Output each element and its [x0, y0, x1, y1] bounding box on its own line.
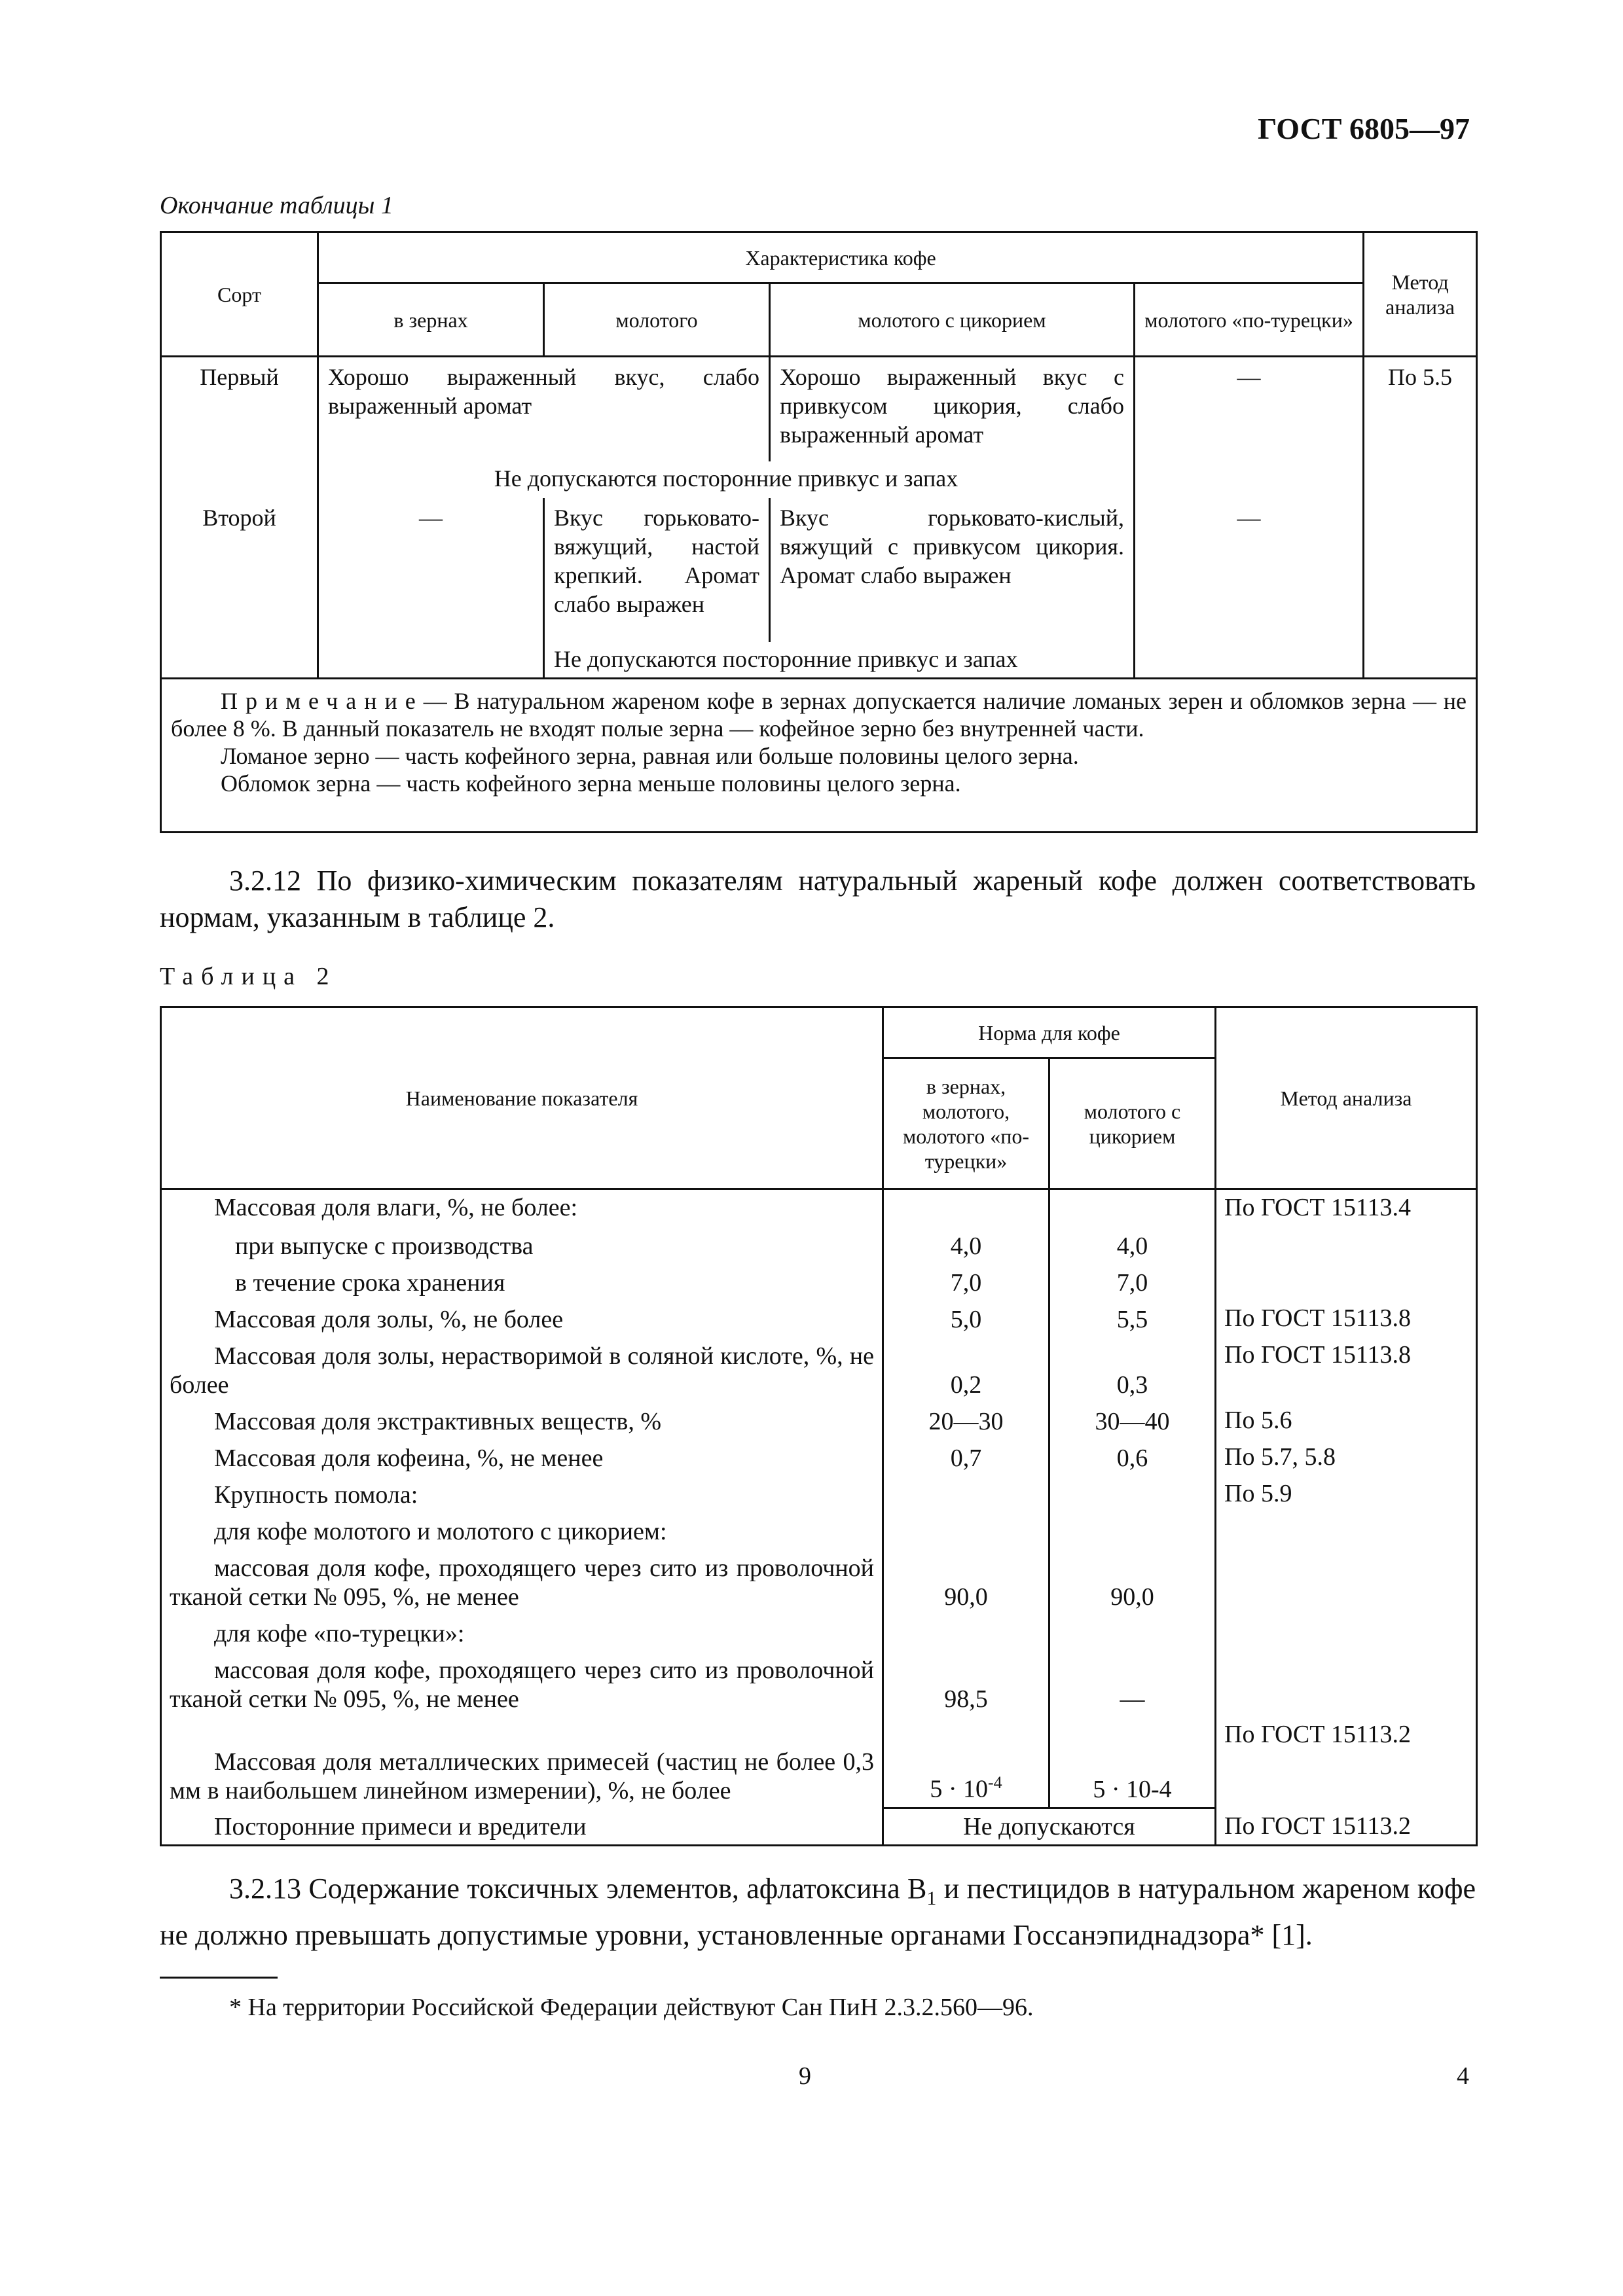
- t2-row-v1: [883, 1717, 1049, 1808]
- note-text: — В натуральном жареном кофе в зернах допускается наличие ломаных зерен и обломков зерна — не более 8 %. В данный показатель не входят полые зерна — кофейное зерно без внутренней части.: [171, 688, 1467, 742]
- t2-row-v1: 98,5: [883, 1651, 1049, 1717]
- t2-row-method: По ГОСТ 15113.2: [1216, 1808, 1477, 1846]
- t2-row-method: По 5.7, 5.8: [1216, 1439, 1477, 1476]
- t2-row-name: Массовая доля золы, нерастворимой в соляной кислоте, %, не более: [161, 1337, 883, 1403]
- t2-row-name: Массовая доля кофеина, %, не менее: [161, 1439, 883, 1476]
- t2-row-name: массовая доля кофе, проходящего через сито из проволочной тканой сетки № 095, %, не менее: [161, 1651, 883, 1717]
- t2-row-method: По ГОСТ 15113.4: [1216, 1189, 1477, 1227]
- t2-row-v2: [1049, 1615, 1216, 1651]
- t2-header-norm: Норма для кофе: [883, 1007, 1216, 1058]
- second-chicory: Вкус горьковато-кислый, вяжущий с привкусом цикория. Аромат слабо выражен: [770, 498, 1135, 642]
- note-line2: Ломаное зерно — часть кофейного зерна, равная или больше половины целого зерна.: [221, 743, 1079, 769]
- header-ground: молотого: [544, 283, 770, 357]
- document-code: ГОСТ 6805—97: [1258, 112, 1470, 145]
- first-turkish: —: [1135, 357, 1364, 461]
- t2-row-v1: 0,7: [883, 1439, 1049, 1476]
- t2-row-name: Массовая доля влаги, %, не более:: [161, 1189, 883, 1227]
- first-beans-ground: Хорошо выраженный вкус, слабо выраженный аромат: [318, 357, 770, 461]
- t2-row-name: при выпуске с производства: [161, 1227, 883, 1264]
- footnote-divider: [160, 1977, 278, 1979]
- t2-row-v2: 0,6: [1049, 1439, 1216, 1476]
- t2-row-v1: [883, 1476, 1049, 1513]
- v1-exponent: -4: [987, 1773, 1002, 1793]
- t2-row-v2: —: [1049, 1651, 1216, 1717]
- t2-header-col1: в зернах, молотого, молотого «по-турецки»: [883, 1058, 1049, 1189]
- header-chicory: молотого с цикорием: [770, 283, 1135, 357]
- t2-row-v1: 5,0: [883, 1300, 1049, 1337]
- t2-row-v2: 4,0: [1049, 1227, 1216, 1264]
- t2-row-v2: 30—40: [1049, 1403, 1216, 1439]
- footnote: * На территории Российской Федерации действуют Сан ПиН 2.3.2.560—96.: [229, 1994, 1034, 2021]
- first-method: По 5.5: [1364, 357, 1477, 461]
- v1-base: 5 · 10: [930, 1776, 988, 1803]
- t2-row-method: [1216, 1264, 1477, 1300]
- t2-row-name: массовая доля кофе, проходящего через сито из проволочной тканой сетки № 095, %, не менее: [161, 1549, 883, 1615]
- t2-row-method: По ГОСТ 15113.8: [1216, 1300, 1477, 1337]
- t2-row-method: По ГОСТ 15113.8: [1216, 1337, 1477, 1403]
- table1: [160, 231, 1478, 833]
- t2-row-name: Массовая доля металлических примесей (частиц не более 0,3 мм в наибольшем линейном измерении), %, не более: [161, 1717, 883, 1808]
- second-sort: Второй: [161, 498, 318, 642]
- first-chicory: Хорошо выраженный вкус с привкусом цикория, слабо выраженный аромат: [770, 357, 1135, 461]
- header-turkish: молотого «по-турецки»: [1135, 283, 1364, 357]
- t2-row-v1: 4,0: [883, 1227, 1049, 1264]
- para-3213-sub: 1: [926, 1887, 937, 1909]
- table1-note: [161, 679, 1477, 833]
- paragraph-3-2-12: 3.2.12 По физико-химическим показателям натуральный жареный кофе должен соответствовать нормам, указанным в таблице 2.: [160, 865, 1476, 933]
- header-characteristic: Характеристика кофе: [318, 232, 1364, 283]
- t2-row-v2: [1049, 1189, 1216, 1227]
- header-sort: Сорт: [161, 232, 318, 357]
- t2-row-v2: 5,5: [1049, 1300, 1216, 1337]
- note-label: Примечание: [221, 688, 424, 714]
- t2-row-method: [1216, 1549, 1477, 1615]
- t2-row-v1: [883, 1513, 1049, 1549]
- paragraph-3-2-13: [160, 1871, 1476, 1954]
- t2-row-name: для кофе «по-турецки»:: [161, 1615, 883, 1651]
- t2-row-name: Массовая доля золы, %, не более: [161, 1300, 883, 1337]
- t2-row-v2: 7,0: [1049, 1264, 1216, 1300]
- first-note: Не допускаются посторонние привкус и запах: [318, 461, 1135, 498]
- t2-row-method: По 5.9: [1216, 1476, 1477, 1513]
- second-note: Не допускаются посторонние привкус и запах: [544, 642, 1135, 679]
- table2-caption: Таблица 2: [160, 963, 337, 990]
- t2-row-method: [1216, 1651, 1477, 1717]
- t2-row-v1: [883, 1189, 1049, 1227]
- note-line3: Обломок зерна — часть кофейного зерна меньше половины целого зерна.: [221, 770, 961, 797]
- page-number-right: 4: [1457, 2062, 1469, 2090]
- t2-row-method: [1216, 1227, 1477, 1264]
- second-beans: —: [318, 498, 544, 642]
- t2-row-v1: [883, 1615, 1049, 1651]
- t2-row-name: Крупность помола:: [161, 1476, 883, 1513]
- t2-row-name: Посторонние примеси и вредители: [161, 1808, 883, 1846]
- second-turkish: —: [1135, 498, 1364, 642]
- t2-row-name: для кофе молотого и молотого с цикорием:: [161, 1513, 883, 1549]
- t2-header-col2: молотого с цикорием: [1049, 1058, 1216, 1189]
- t2-row-method: [1216, 1615, 1477, 1651]
- first-sort: Первый: [161, 357, 318, 461]
- t2-header-method: Метод анализа: [1216, 1007, 1477, 1189]
- t2-row-method: По ГОСТ 15113.2: [1216, 1717, 1477, 1808]
- t2-row-method: [1216, 1513, 1477, 1549]
- t2-row-v2: [1049, 1513, 1216, 1549]
- t2-row-v1: 0,2: [883, 1337, 1049, 1403]
- t2-row-name: Массовая доля экстрактивных веществ, %: [161, 1403, 883, 1439]
- t2-row-v2: [1049, 1476, 1216, 1513]
- para-3213-part1: 3.2.13 Содержание токсичных элементов, афлатоксина В: [229, 1873, 927, 1905]
- header-beans: в зернах: [318, 283, 544, 357]
- t2-header-name: Наименование показателя: [161, 1007, 883, 1189]
- t2-row-v1: 7,0: [883, 1264, 1049, 1300]
- t2-row-method: По 5.6: [1216, 1403, 1477, 1439]
- page-number-center: 9: [799, 2062, 811, 2090]
- second-ground: Вкус горьковато-вяжущий, настой крепкий. Аромат слабо выражен: [544, 498, 770, 642]
- table2: [160, 1006, 1478, 1846]
- t2-row-merged: Не допускаются: [883, 1808, 1216, 1846]
- t2-row-v2: 90,0: [1049, 1549, 1216, 1615]
- t2-row-v1: 20—30: [883, 1403, 1049, 1439]
- t2-row-v2: 0,3: [1049, 1337, 1216, 1403]
- t2-row-name: в течение срока хранения: [161, 1264, 883, 1300]
- para-3213-part2: и пестицидов в натуральном жареном кофе не должно превышать допустимые уровни, установленные органами Госсанэпиднадзора* [1].: [160, 1873, 1476, 1951]
- t2-row-v1: 90,0: [883, 1549, 1049, 1615]
- t2-row-v2: 5 · 10-4: [1049, 1717, 1216, 1808]
- table1-caption: Окончание таблицы 1: [160, 192, 393, 219]
- header-method: Метод анализа: [1364, 232, 1477, 357]
